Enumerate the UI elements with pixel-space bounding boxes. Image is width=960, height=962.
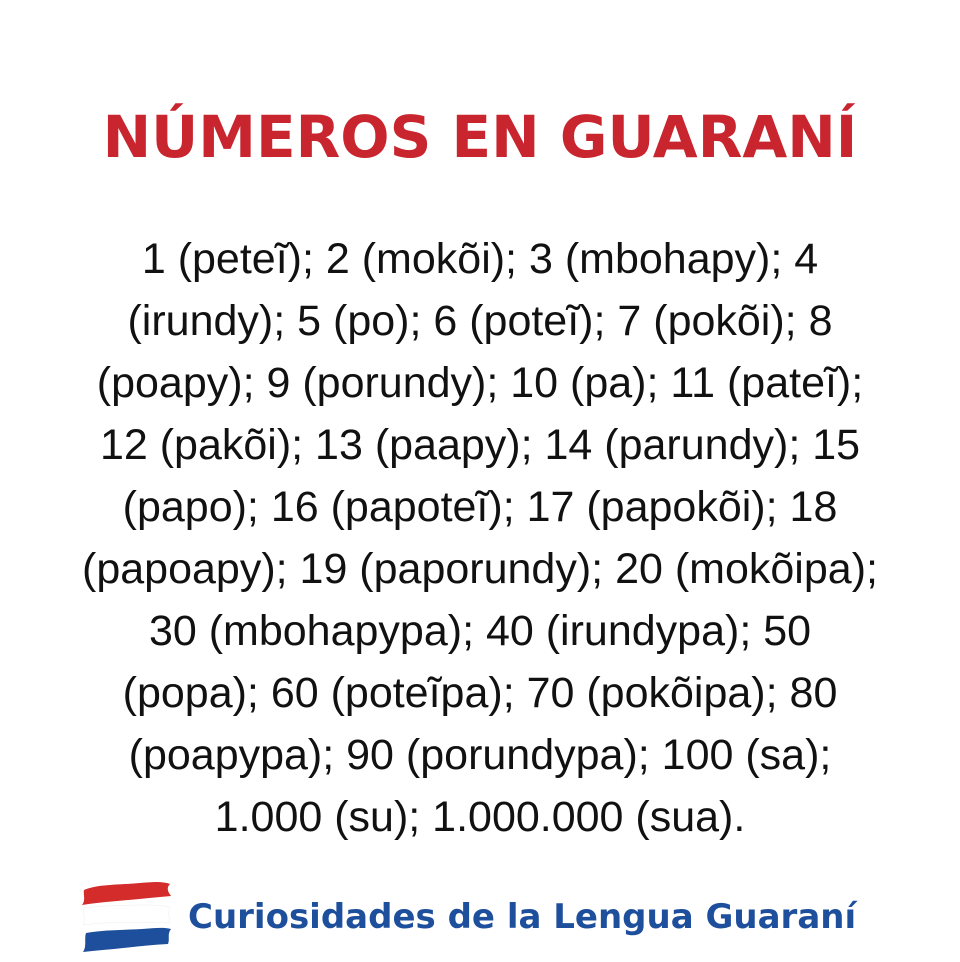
numbers-line: (irundy); 5 (po); 6 (poteĩ); 7 (pokõi); 8 bbox=[127, 297, 833, 345]
page-title: NÚMEROS EN GUARANÍ bbox=[102, 103, 858, 171]
numbers-line: (papoapy); 19 (paporundy); 20 (mokõipa); bbox=[82, 545, 878, 593]
flag-white-stroke bbox=[83, 905, 170, 925]
numbers-line: (popa); 60 (poteĩpa); 70 (pokõipa); 80 bbox=[122, 669, 838, 717]
numbers-line: (poapypa); 90 (porundypa); 100 (sa); bbox=[128, 731, 832, 779]
footer-brand-bar bbox=[0, 872, 960, 962]
numbers-line: 1.000 (su); 1.000.000 (sua). bbox=[214, 793, 746, 841]
brand-name: Curiosidades de la Lengua Guaraní bbox=[188, 897, 857, 937]
numbers-line: 1 (peteĩ); 2 (mokõi); 3 (mbohapy); 4 bbox=[141, 235, 819, 283]
flag-blue-stroke bbox=[83, 928, 171, 952]
flag-red-stroke bbox=[82, 882, 171, 905]
numbers-line: 12 (pakõi); 13 (paapy); 14 (parundy); 15 bbox=[99, 421, 861, 469]
numbers-line: 30 (mbohapypa); 40 (irundypa); 50 bbox=[148, 607, 812, 655]
numbers-line: (papo); 16 (papoteĩ); 17 (papokõi); 18 bbox=[122, 483, 838, 531]
numbers-line: (poapy); 9 (porundy); 10 (pa); 11 (pateĩ); bbox=[96, 359, 864, 407]
paraguay-flag-brushstroke-icon bbox=[80, 878, 172, 954]
numbers-paragraph bbox=[20, 228, 940, 848]
